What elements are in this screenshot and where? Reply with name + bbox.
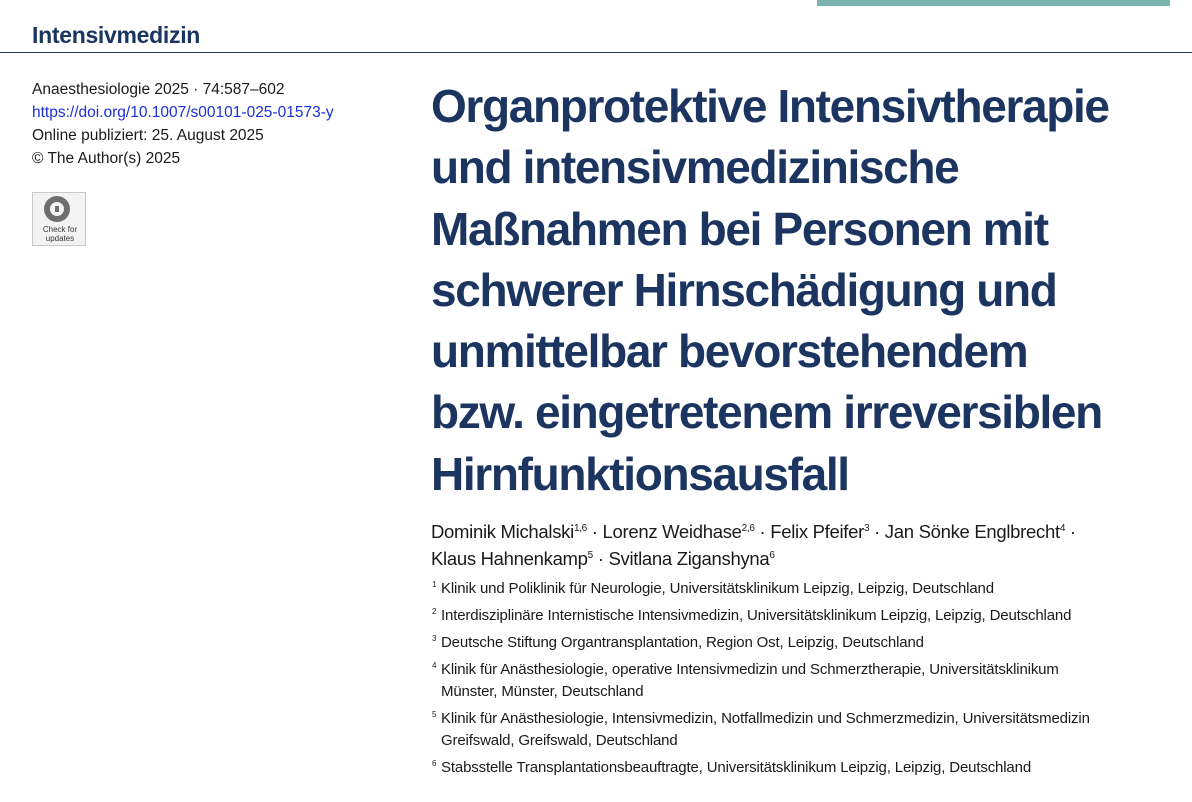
author-affiliation-ref: 2,6 (741, 523, 755, 534)
publication-date: Online publiziert: 25. August 2025 (32, 127, 264, 144)
affiliation-item (432, 578, 1192, 600)
article-title (431, 76, 1191, 505)
author-list (431, 518, 1191, 572)
check-for-updates-button[interactable] (32, 192, 86, 246)
section-label: Intensivmedizin (32, 22, 201, 48)
check-for-updates-label: Check for updates (42, 225, 78, 243)
title-line: und intensivmedizinische (431, 141, 959, 194)
title-line: unmittelbar bevorstehendem (431, 325, 1028, 378)
affiliation-text: Klinik für Anästhesiologie, Intensivmedizin, Notfallmedizin und Schmerzmedizin, Universitätsmedizin Greifswald, Greifswald, Deutschland (441, 710, 1090, 749)
affiliation-text: Klinik und Poliklinik für Neurologie, Universitätsklinikum Leipzig, Leipzig, Deutschland (441, 580, 994, 597)
author-affiliation-ref: 6 (769, 550, 775, 561)
affiliation-number: 1 (432, 580, 437, 589)
affiliation-item (432, 659, 1192, 703)
affiliation-number: 5 (432, 710, 437, 719)
author-name[interactable]: Felix Pfeifer (770, 521, 864, 542)
author-name[interactable]: Svitlana Ziganshyna (608, 548, 770, 569)
author-separator: · (869, 521, 885, 542)
author-name[interactable]: Jan Sönke Englbrecht (884, 521, 1060, 542)
author-separator: · (586, 521, 603, 542)
author-affiliation-ref: 1,6 (573, 523, 587, 534)
journal-citation: Anaesthesiologie 2025 · 74:587–602 (32, 81, 285, 98)
header-divider (0, 52, 1192, 53)
copyright-notice: © The Author(s) 2025 (32, 150, 181, 167)
affiliation-text: Klinik für Anästhesiologie, operative Intensivmedizin und Schmerztherapie, Universitätsklinikum Münster, Münster, Deutschland (441, 661, 1059, 700)
affiliation-item (432, 757, 1192, 779)
affiliation-item (432, 708, 1192, 752)
author-affiliation-ref: 5 (587, 550, 593, 561)
title-line: Organprotektive Intensivtherapie (431, 80, 1109, 132)
affiliation-text: Interdisziplinäre Internistische Intensivmedizin, Universitätsklinikum Leipzig, Leipzig, Deutschland (441, 607, 1072, 624)
affiliation-text: Stabsstelle Transplantationsbeauftragte, Universitätsklinikum Leipzig, Leipzig, Deutschland (441, 759, 1032, 776)
accent-bar (817, 0, 1170, 6)
affiliation-number: 2 (432, 607, 437, 616)
doi-link[interactable]: https://doi.org/10.1007/s00101-025-01573-y (32, 104, 334, 121)
affiliation-text: Deutsche Stiftung Organtransplantation, Region Ost, Leipzig, Deutschland (441, 634, 924, 651)
affiliation-item (432, 605, 1192, 627)
affiliation-list (432, 578, 1192, 784)
author-separator: · (1065, 521, 1076, 542)
author-separator: · (592, 548, 609, 569)
author-affiliation-ref: 3 (863, 523, 870, 534)
author-affiliation-ref: 4 (1059, 523, 1066, 534)
affiliation-number: 4 (432, 661, 437, 670)
check-for-updates-icon (44, 196, 70, 222)
affiliation-number: 6 (432, 759, 437, 768)
author-line (431, 545, 1191, 572)
title-line: bzw. eingetretenem irreversiblen (431, 386, 1102, 439)
author-name[interactable]: Dominik Michalski (431, 521, 574, 542)
article-meta (32, 78, 334, 170)
author-line (431, 518, 1191, 545)
title-line: Maßnahmen bei Personen mit (431, 202, 1048, 255)
author-name[interactable]: Lorenz Weidhase (602, 521, 742, 542)
affiliation-number: 3 (432, 634, 437, 643)
title-line: Hirnfunktionsausfall (431, 447, 849, 500)
author-name[interactable]: Klaus Hahnenkamp (431, 548, 588, 569)
affiliation-item (432, 632, 1192, 654)
author-separator: · (754, 521, 771, 542)
title-line: schwerer Hirnschädigung und (431, 263, 1057, 316)
